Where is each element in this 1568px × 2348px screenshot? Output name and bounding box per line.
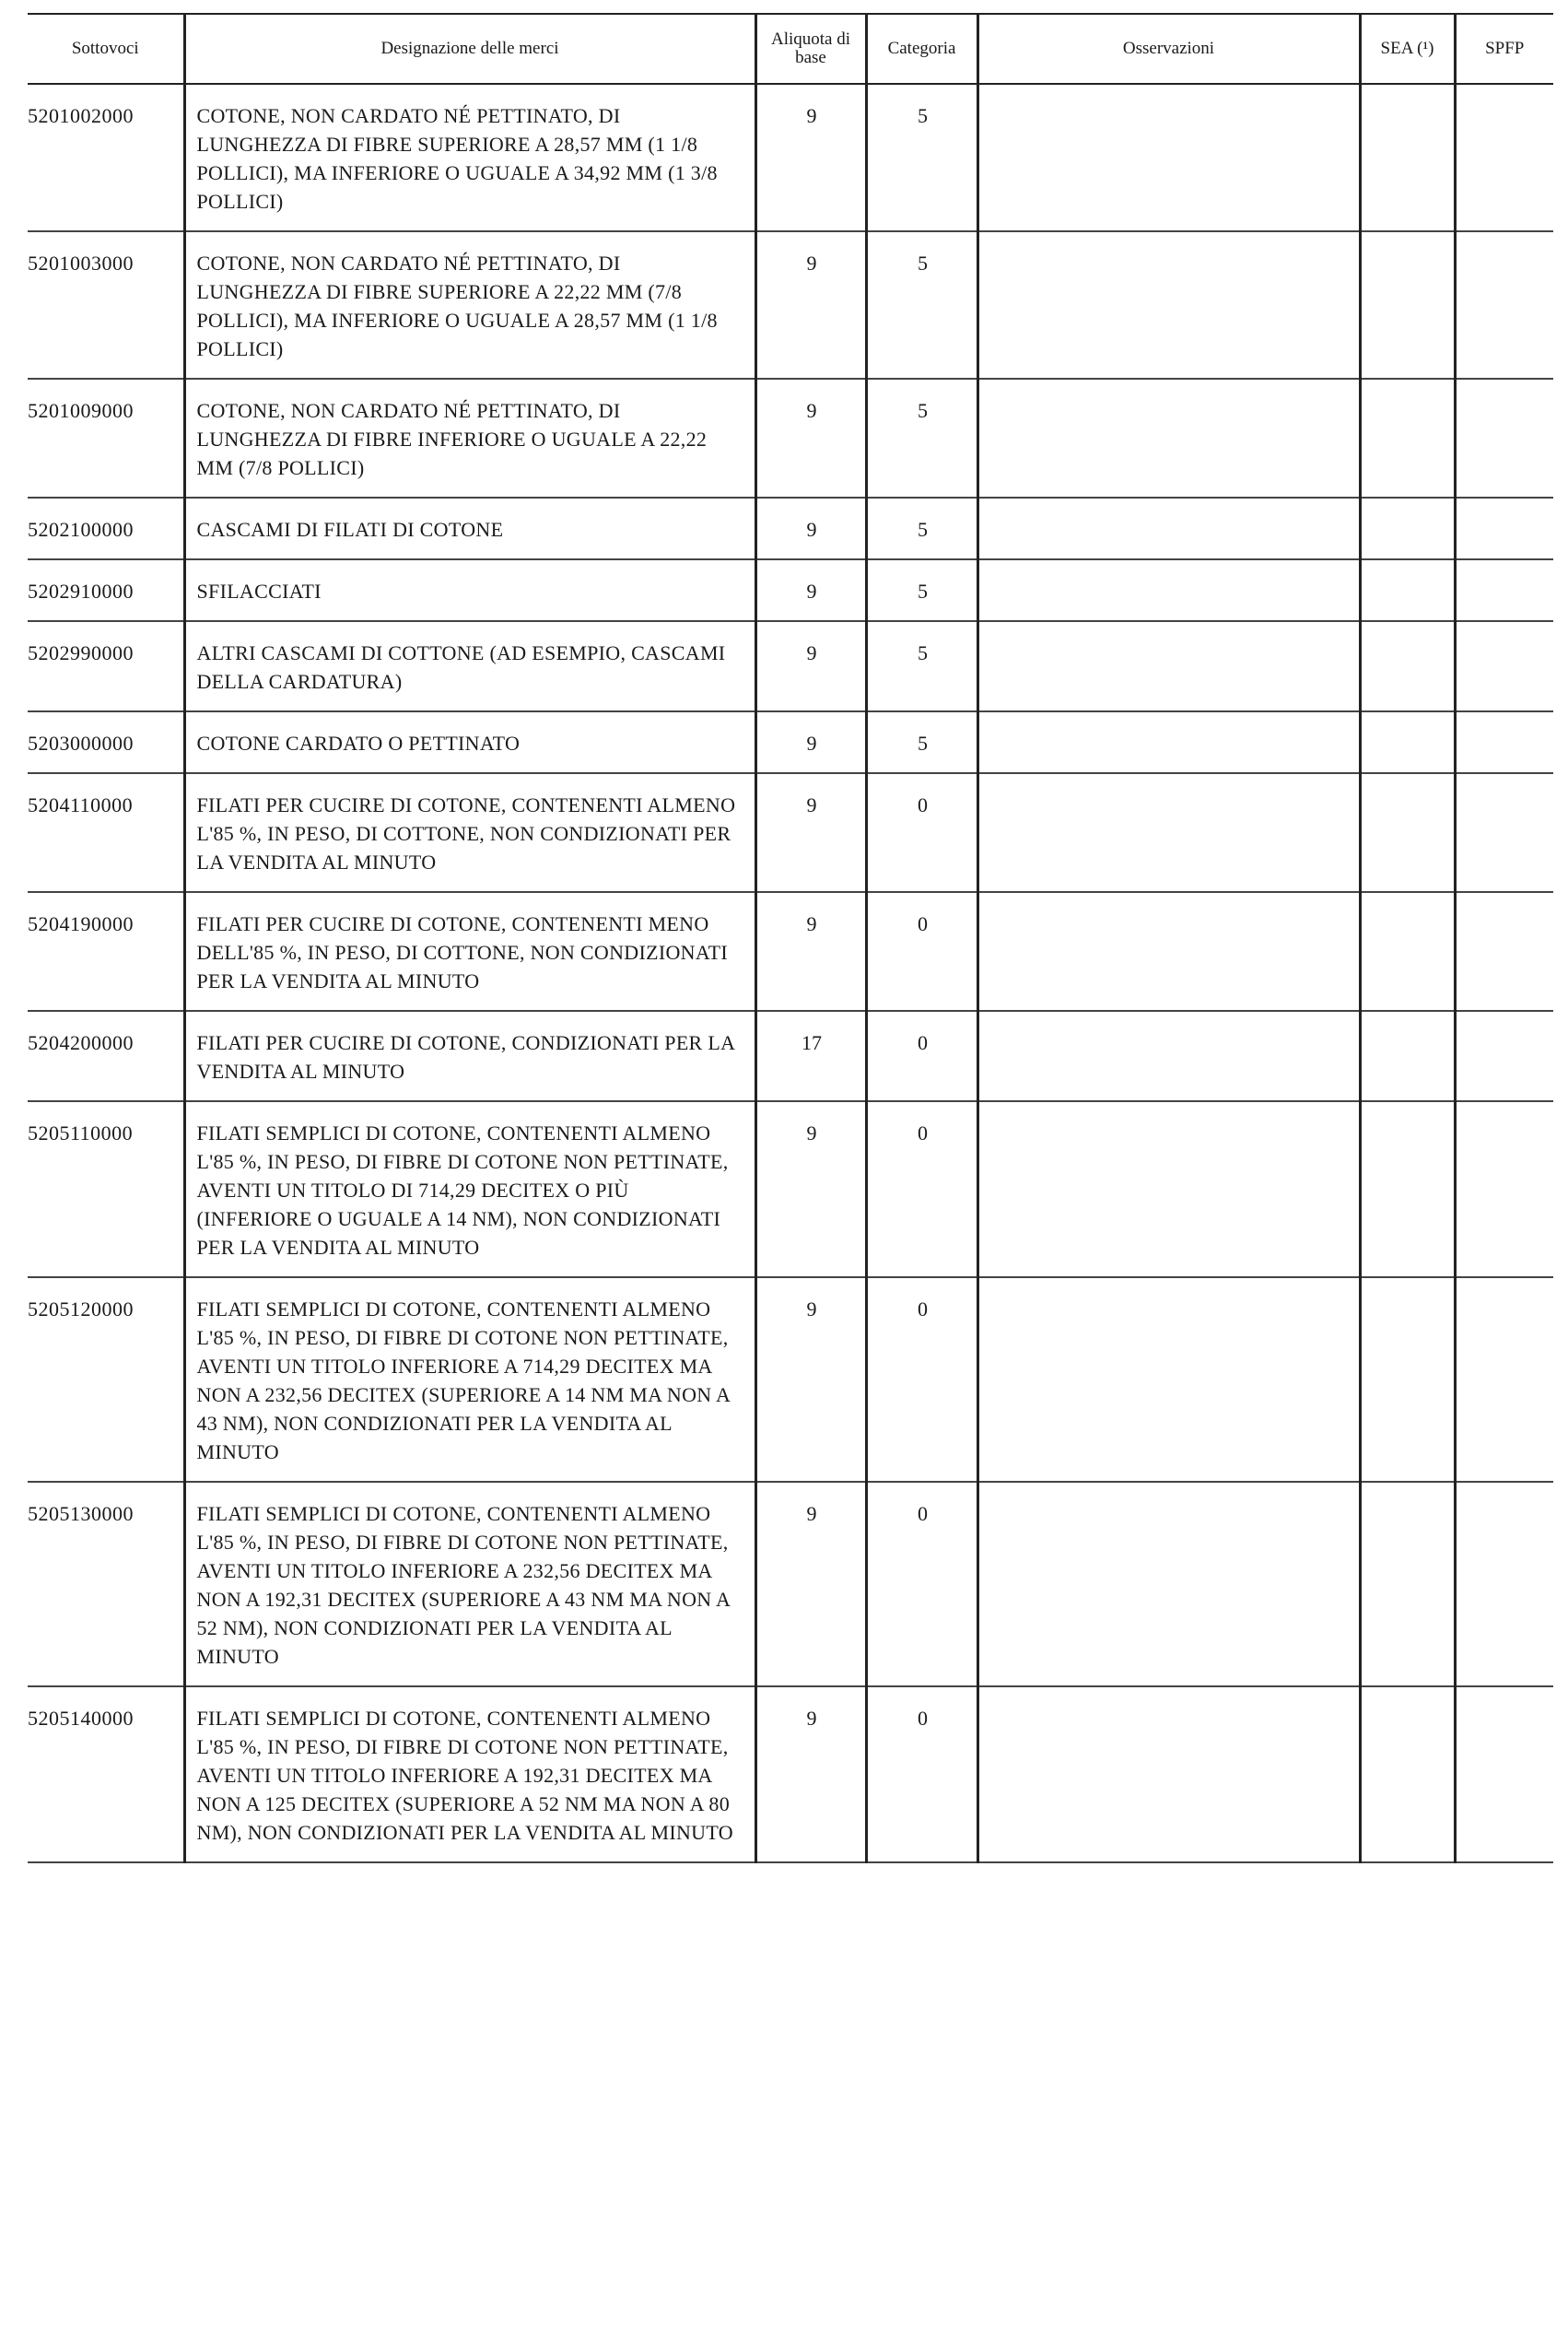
cell-code: 5204200000 [28, 1011, 184, 1101]
cell-spfp [1455, 1482, 1553, 1686]
col-header-sea: SEA (¹) [1360, 14, 1455, 84]
cell-base-rate: 9 [755, 1277, 866, 1482]
col-header-code: Sottovoci [28, 14, 184, 84]
cell-remarks [977, 231, 1360, 379]
cell-category: 5 [866, 498, 977, 559]
cell-remarks [977, 1277, 1360, 1482]
cell-remarks [977, 711, 1360, 773]
cell-description: FILATI PER CUCIRE DI COTONE, CONTENENTI MENO DELL'85 %, IN PESO, DI COTTONE, NON CONDIZIONATI PER LA VENDITA AL MINUTO [184, 892, 755, 1011]
table-row [28, 84, 1553, 231]
cell-sea [1360, 711, 1455, 773]
cell-sea [1360, 379, 1455, 498]
cell-sea [1360, 1686, 1455, 1862]
cell-code: 5204190000 [28, 892, 184, 1011]
cell-base-rate: 9 [755, 231, 866, 379]
cell-description: COTONE, NON CARDATO NÉ PETTINATO, DI LUNGHEZZA DI FIBRE SUPERIORE A 22,22 MM (7/8 POLLICI), MA INFERIORE O UGUALE A 28,57 MM (1 1/8 POLLICI) [184, 231, 755, 379]
table-row [28, 892, 1553, 1011]
cell-base-rate: 9 [755, 711, 866, 773]
cell-description: FILATI PER CUCIRE DI COTONE, CONTENENTI ALMENO L'85 %, IN PESO, DI COTTONE, NON CONDIZIONATI PER LA VENDITA AL MINUTO [184, 773, 755, 892]
cell-category: 5 [866, 711, 977, 773]
header-row [28, 14, 1553, 84]
cell-spfp [1455, 498, 1553, 559]
table-row [28, 773, 1553, 892]
cell-description: FILATI SEMPLICI DI COTONE, CONTENENTI ALMENO L'85 %, IN PESO, DI FIBRE DI COTONE NON PETTINATE, AVENTI UN TITOLO DI 714,29 DECITEX O PIÙ (INFERIORE O UGUALE A 14 NM), NON CONDIZIONATI PER LA VENDITA AL MINUTO [184, 1101, 755, 1277]
cell-base-rate: 9 [755, 84, 866, 231]
cell-sea [1360, 773, 1455, 892]
cell-base-rate: 9 [755, 773, 866, 892]
cell-category: 5 [866, 231, 977, 379]
col-header-remarks: Osservazioni [977, 14, 1360, 84]
cell-spfp [1455, 84, 1553, 231]
cell-category: 5 [866, 621, 977, 711]
cell-description: FILATI SEMPLICI DI COTONE, CONTENENTI ALMENO L'85 %, IN PESO, DI FIBRE DI COTONE NON PETTINATE, AVENTI UN TITOLO INFERIORE A 232,56 DECITEX MA NON A 192,31 DECITEX (SUPERIORE A 43 NM MA NON A 52 NM), NON CONDIZIONATI PER LA VENDITA AL MINUTO [184, 1482, 755, 1686]
cell-description: SFILACCIATI [184, 559, 755, 621]
cell-category: 5 [866, 559, 977, 621]
cell-sea [1360, 84, 1455, 231]
cell-description: FILATI SEMPLICI DI COTONE, CONTENENTI ALMENO L'85 %, IN PESO, DI FIBRE DI COTONE NON PETTINATE, AVENTI UN TITOLO INFERIORE A 192,31 DECITEX MA NON A 125 DECITEX (SUPERIORE A 52 NM MA NON A 80 NM), NON CONDIZIONATI PER LA VENDITA AL MINUTO [184, 1686, 755, 1862]
cell-base-rate: 9 [755, 1101, 866, 1277]
cell-sea [1360, 621, 1455, 711]
cell-base-rate: 9 [755, 1482, 866, 1686]
cell-category: 5 [866, 379, 977, 498]
cell-code: 5205110000 [28, 1101, 184, 1277]
cell-remarks [977, 498, 1360, 559]
table-row [28, 231, 1553, 379]
cell-category: 0 [866, 1101, 977, 1277]
cell-code: 5203000000 [28, 711, 184, 773]
cell-sea [1360, 1011, 1455, 1101]
cell-remarks [977, 1686, 1360, 1862]
cell-remarks [977, 892, 1360, 1011]
table-row [28, 559, 1553, 621]
table-row [28, 379, 1553, 498]
cell-code: 5201002000 [28, 84, 184, 231]
cell-description: FILATI SEMPLICI DI COTONE, CONTENENTI ALMENO L'85 %, IN PESO, DI FIBRE DI COTONE NON PETTINATE, AVENTI UN TITOLO INFERIORE A 714,29 DECITEX MA NON A 232,56 DECITEX (SUPERIORE A 14 NM MA NON A 43 NM), NON CONDIZIONATI PER LA VENDITA AL MINUTO [184, 1277, 755, 1482]
cell-spfp [1455, 621, 1553, 711]
cell-sea [1360, 231, 1455, 379]
cell-spfp [1455, 773, 1553, 892]
cell-sea [1360, 559, 1455, 621]
cell-base-rate: 9 [755, 379, 866, 498]
cell-sea [1360, 1482, 1455, 1686]
cell-category: 0 [866, 1277, 977, 1482]
cell-category: 0 [866, 1686, 977, 1862]
cell-remarks [977, 1101, 1360, 1277]
cell-category: 0 [866, 1482, 977, 1686]
cell-spfp [1455, 1277, 1553, 1482]
cell-code: 5201009000 [28, 379, 184, 498]
table-row [28, 1011, 1553, 1101]
cell-code: 5202910000 [28, 559, 184, 621]
cell-base-rate: 9 [755, 621, 866, 711]
cell-spfp [1455, 711, 1553, 773]
cell-remarks [977, 559, 1360, 621]
cell-sea [1360, 892, 1455, 1011]
cell-code: 5201003000 [28, 231, 184, 379]
cell-code: 5204110000 [28, 773, 184, 892]
table-body [28, 84, 1553, 1862]
cell-code: 5202100000 [28, 498, 184, 559]
cell-spfp [1455, 892, 1553, 1011]
cell-remarks [977, 379, 1360, 498]
table-row [28, 1101, 1553, 1277]
table-row [28, 1482, 1553, 1686]
cell-description: FILATI PER CUCIRE DI COTONE, CONDIZIONATI PER LA VENDITA AL MINUTO [184, 1011, 755, 1101]
cell-base-rate: 17 [755, 1011, 866, 1101]
cell-spfp [1455, 231, 1553, 379]
table-row [28, 1686, 1553, 1862]
cell-remarks [977, 84, 1360, 231]
col-header-spfp: SPFP [1455, 14, 1553, 84]
cell-description: COTONE, NON CARDATO NÉ PETTINATO, DI LUNGHEZZA DI FIBRE SUPERIORE A 28,57 MM (1 1/8 POLLICI), MA INFERIORE O UGUALE A 34,92 MM (1 3/8 POLLICI) [184, 84, 755, 231]
cell-spfp [1455, 379, 1553, 498]
cell-category: 0 [866, 1011, 977, 1101]
cell-spfp [1455, 1101, 1553, 1277]
cell-category: 0 [866, 892, 977, 1011]
cell-spfp [1455, 1686, 1553, 1862]
cell-base-rate: 9 [755, 559, 866, 621]
cell-category: 5 [866, 84, 977, 231]
cell-remarks [977, 1482, 1360, 1686]
cell-sea [1360, 498, 1455, 559]
cell-base-rate: 9 [755, 498, 866, 559]
cell-code: 5205130000 [28, 1482, 184, 1686]
table-header [28, 14, 1553, 84]
col-header-base-rate: Aliquota di base [755, 14, 866, 84]
table-row [28, 498, 1553, 559]
cell-sea [1360, 1277, 1455, 1482]
cell-spfp [1455, 559, 1553, 621]
table-row [28, 621, 1553, 711]
cell-code: 5202990000 [28, 621, 184, 711]
cell-spfp [1455, 1011, 1553, 1101]
cell-description: ALTRI CASCAMI DI COTTONE (AD ESEMPIO, CASCAMI DELLA CARDATURA) [184, 621, 755, 711]
tariff-table [28, 13, 1553, 1863]
col-header-category: Categoria [866, 14, 977, 84]
cell-category: 0 [866, 773, 977, 892]
cell-remarks [977, 621, 1360, 711]
cell-sea [1360, 1101, 1455, 1277]
cell-remarks [977, 773, 1360, 892]
cell-base-rate: 9 [755, 892, 866, 1011]
cell-remarks [977, 1011, 1360, 1101]
col-header-description: Designazione delle merci [184, 14, 755, 84]
cell-description: CASCAMI DI FILATI DI COTONE [184, 498, 755, 559]
table-row [28, 711, 1553, 773]
cell-code: 5205120000 [28, 1277, 184, 1482]
cell-base-rate: 9 [755, 1686, 866, 1862]
table-row [28, 1277, 1553, 1482]
cell-description: COTONE, NON CARDATO NÉ PETTINATO, DI LUNGHEZZA DI FIBRE INFERIORE O UGUALE A 22,22 MM (7/8 POLLICI) [184, 379, 755, 498]
cell-code: 5205140000 [28, 1686, 184, 1862]
cell-description: COTONE CARDATO O PETTINATO [184, 711, 755, 773]
